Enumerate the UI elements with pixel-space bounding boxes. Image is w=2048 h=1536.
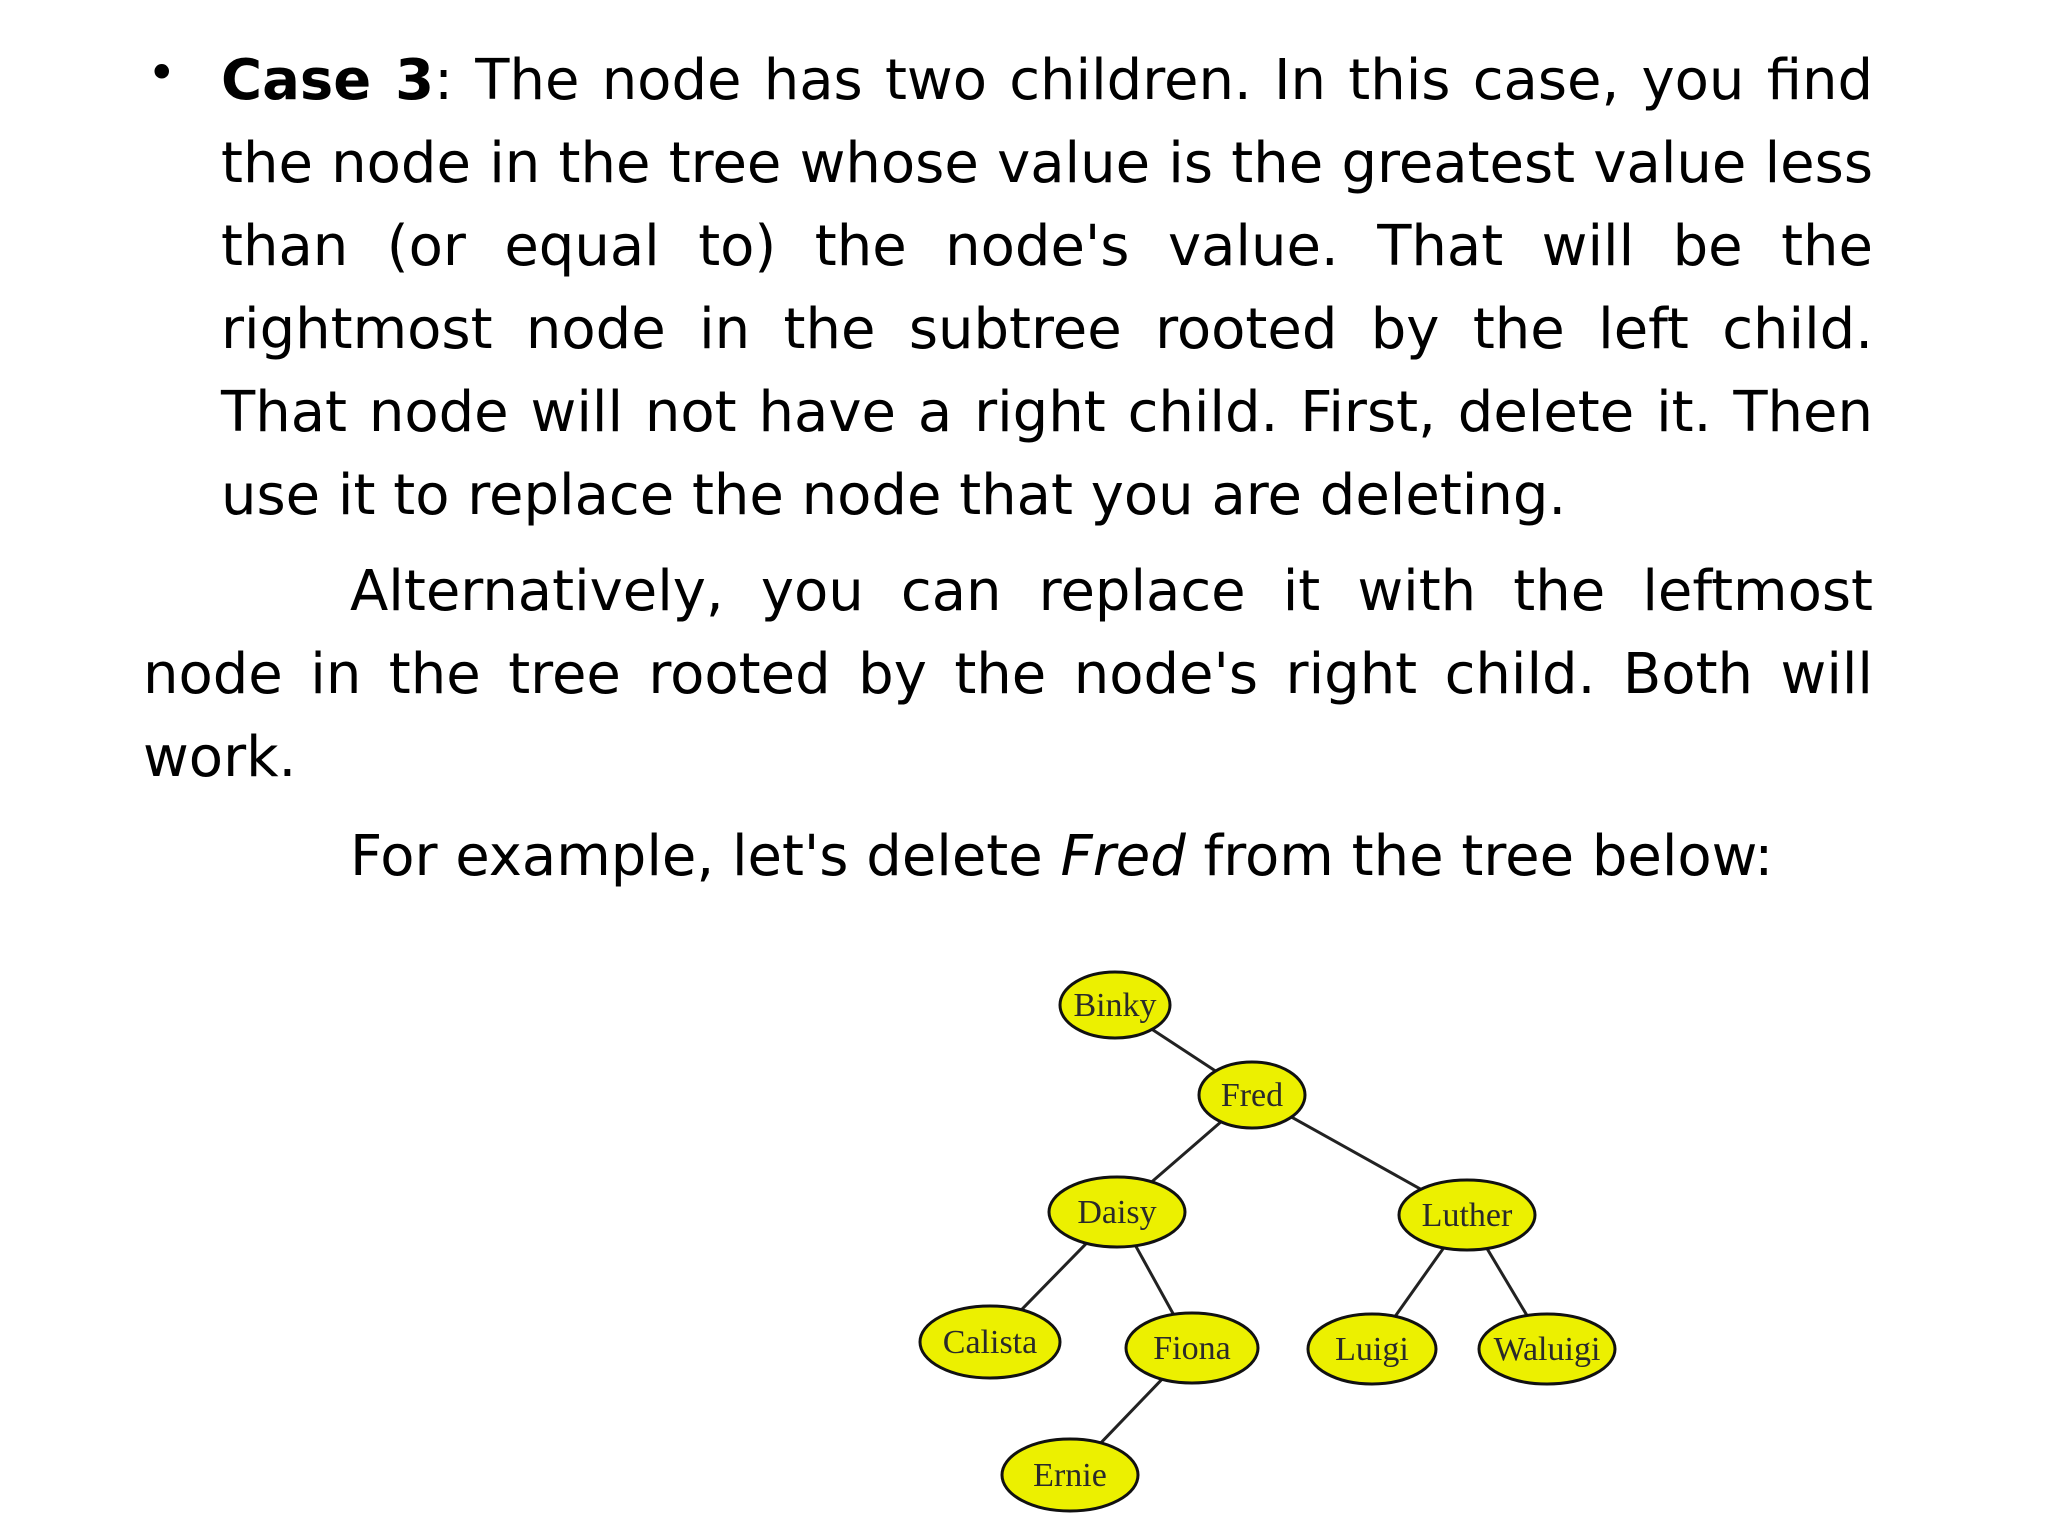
tree-edge-binky-fred bbox=[1152, 1029, 1215, 1071]
node-label-binky: Binky bbox=[1073, 987, 1157, 1024]
alternative-paragraph: Alternatively, you can replace it with the leftmost node in the tree rooted by the node's right child. Both will work. bbox=[143, 559, 1873, 790]
case3-text: : The node has two children. In this case, you find the node in the tree whose value is the greatest value less than (or equal to) the node's value. That will be the rightmost node in the subtree rooted by the left child. That node will not have a right child. First, delete it. Then use it to replace the node that you are deleting. bbox=[221, 48, 1874, 528]
tree-node-binky bbox=[1060, 972, 1170, 1038]
tree-edge-luther-waluigi bbox=[1487, 1248, 1527, 1315]
node-label-calista: Calista bbox=[942, 1324, 1038, 1361]
tree-edge-fred-luther bbox=[1291, 1117, 1420, 1189]
example-after: from the tree below: bbox=[1185, 824, 1774, 889]
tree-edge-daisy-calista bbox=[1021, 1243, 1086, 1310]
tree-nodes bbox=[920, 972, 1615, 1511]
tree-node-waluigi bbox=[1479, 1314, 1615, 1384]
tree-edge-fiona-ernie bbox=[1101, 1379, 1162, 1443]
tree-edge-fred-daisy bbox=[1152, 1122, 1221, 1182]
bullet-icon: • bbox=[147, 44, 177, 102]
tree-edge-daisy-fiona bbox=[1136, 1246, 1174, 1315]
example-name: Fred bbox=[1060, 824, 1186, 889]
tree-edge-luther-luigi bbox=[1395, 1248, 1444, 1316]
node-label-fred: Fred bbox=[1220, 1077, 1284, 1114]
tree-node-daisy bbox=[1049, 1177, 1185, 1247]
node-label-waluigi: Waluigi bbox=[1493, 1331, 1601, 1368]
tree-node-luigi bbox=[1308, 1314, 1436, 1384]
node-label-luther: Luther bbox=[1421, 1197, 1513, 1234]
tree-node-ernie bbox=[1002, 1439, 1138, 1511]
node-label-daisy: Daisy bbox=[1077, 1194, 1157, 1231]
tree-node-fred bbox=[1199, 1062, 1305, 1128]
node-label-fiona: Fiona bbox=[1153, 1330, 1231, 1367]
node-label-ernie: Ernie bbox=[1033, 1457, 1107, 1494]
tree-node-fiona bbox=[1126, 1313, 1258, 1383]
node-label-luigi: Luigi bbox=[1335, 1331, 1409, 1368]
case3-label: Case 3 bbox=[221, 48, 435, 113]
tree-node-calista bbox=[920, 1306, 1060, 1378]
tree-node-luther bbox=[1399, 1180, 1535, 1250]
example-before: For example, let's delete bbox=[350, 824, 1061, 889]
